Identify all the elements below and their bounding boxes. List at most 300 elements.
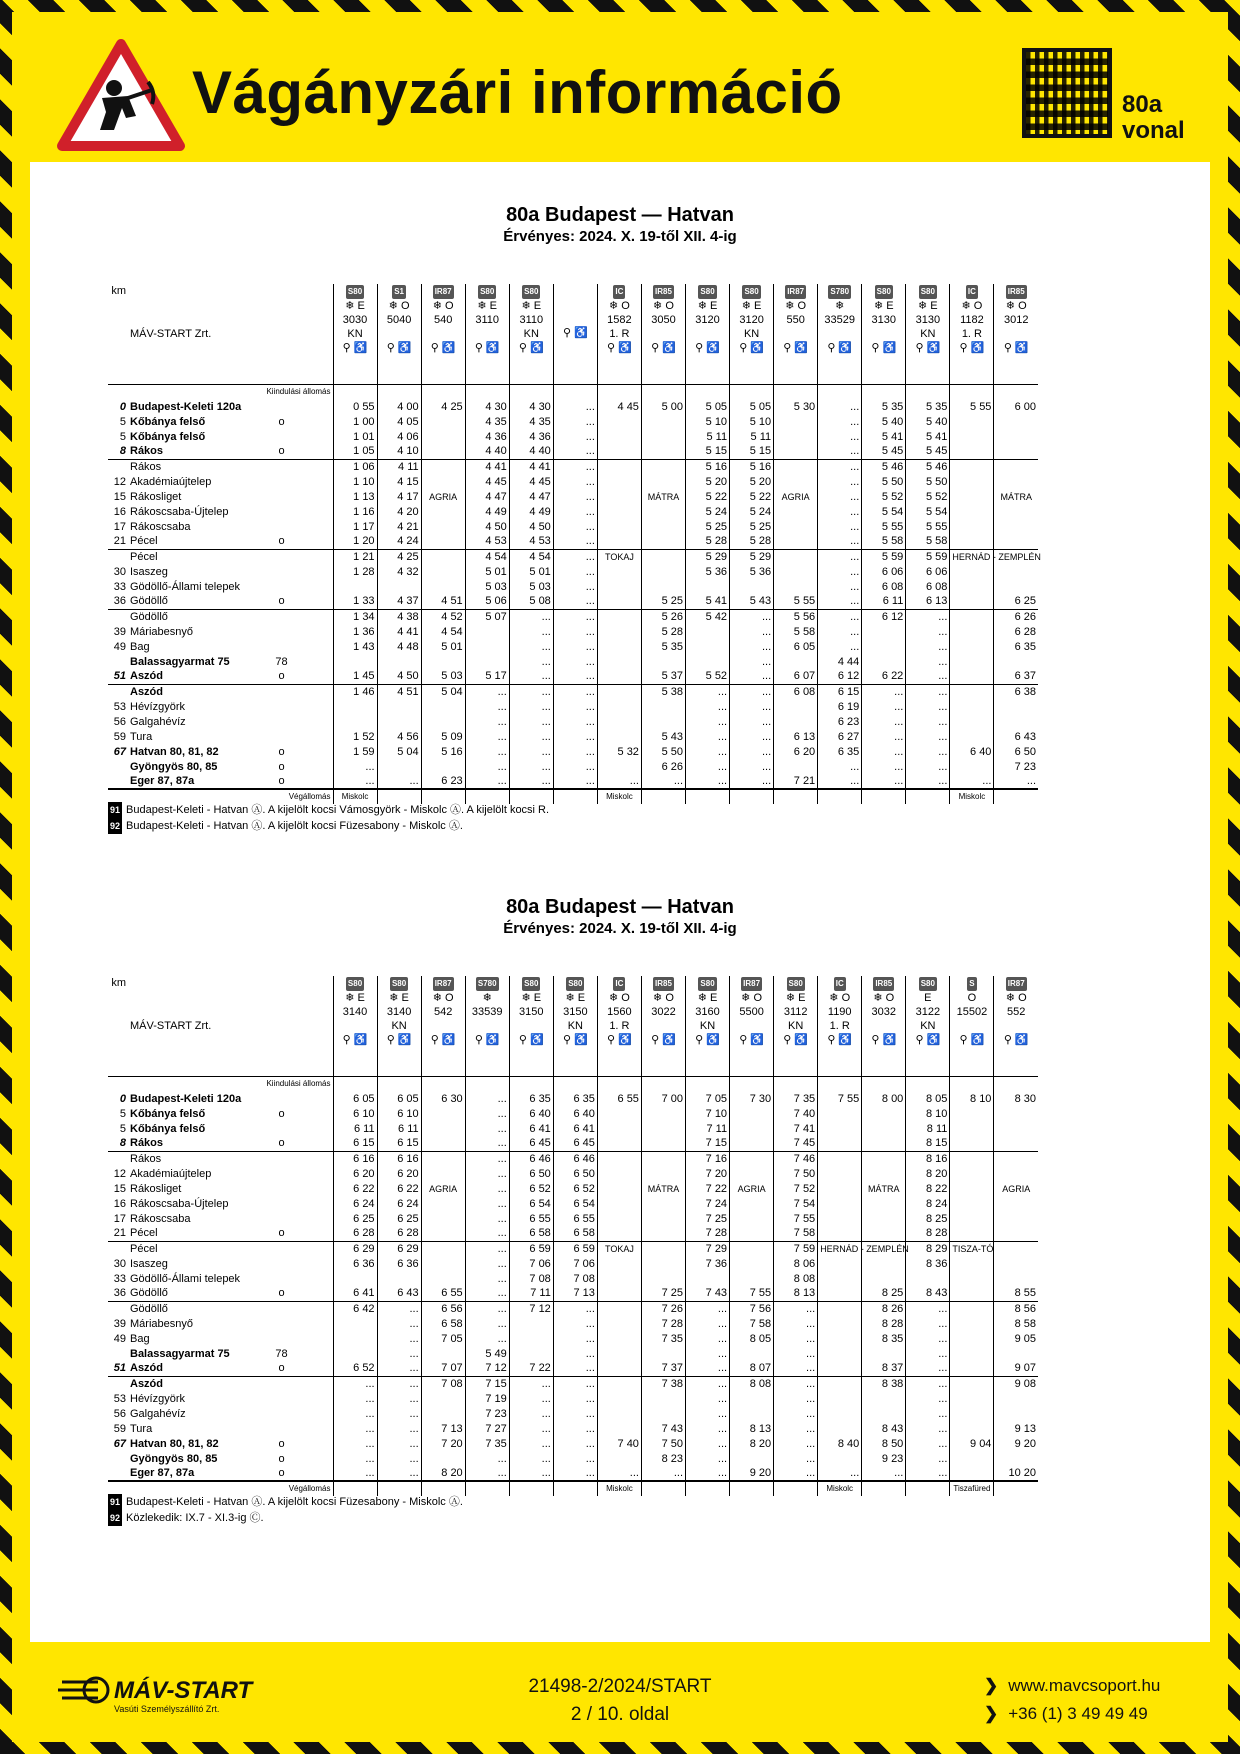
- train-number: 3032: [871, 1006, 897, 1018]
- station-name: Balassagyarmat 75: [130, 655, 230, 668]
- time-cell: [597, 1406, 641, 1421]
- time-cell: 5 35: [641, 639, 685, 654]
- terminus-cell: [553, 1481, 597, 1496]
- bike-wheelchair-icon: ⚲ ♿: [430, 342, 456, 354]
- time-cell: 5 29: [686, 549, 730, 564]
- time-cell: 5 20: [730, 474, 774, 489]
- time-cell: 4 45: [597, 399, 641, 414]
- time-cell: [730, 1106, 774, 1121]
- time-cell: [818, 1271, 862, 1286]
- time-cell: ...: [774, 1451, 818, 1466]
- time-cell: 7 41: [774, 1121, 818, 1136]
- time-cell: 6 55: [509, 1211, 553, 1226]
- time-cell: ...: [509, 669, 553, 684]
- time-cell: 5 16: [686, 459, 730, 474]
- time-cell: 6 56: [421, 1301, 465, 1316]
- time-cell: ...: [509, 699, 553, 714]
- time-cell: [641, 1271, 685, 1286]
- time-cell: 4 44: [818, 654, 862, 669]
- time-cell: ...: [553, 1331, 597, 1346]
- bike-wheelchair-icon: ⚲ ♿: [474, 342, 500, 354]
- bike-wheelchair-icon: ⚲ ♿: [871, 342, 897, 354]
- time-cell: 6 26: [641, 759, 685, 774]
- train-extra: KN: [743, 328, 760, 340]
- time-cell: [377, 579, 421, 594]
- time-cell: [597, 654, 641, 669]
- time-cell: 7 35: [641, 1331, 685, 1346]
- empty-cell: [774, 384, 818, 399]
- train-category-badge: S780: [828, 285, 851, 299]
- time-cell: [421, 1166, 465, 1181]
- time-cell: 6 11: [862, 594, 906, 609]
- service-marks: ❄ O: [873, 992, 895, 1004]
- time-cell: [950, 1121, 994, 1136]
- time-cell: 1 36: [333, 624, 377, 639]
- time-cell: 7 00: [641, 1091, 685, 1106]
- station-marker: 78: [275, 655, 288, 668]
- time-cell: 4 35: [465, 414, 509, 429]
- time-cell: ...: [553, 609, 597, 624]
- time-cell: 1 20: [333, 534, 377, 549]
- timetable-row: [108, 504, 1038, 519]
- train-category-badge: S1: [392, 285, 406, 299]
- time-cell: AGRIA: [994, 1181, 1038, 1196]
- time-cell: 6 07: [774, 669, 818, 684]
- terminus-cell: Tiszafüred: [950, 1481, 994, 1496]
- time-cell: [333, 714, 377, 729]
- time-cell: [730, 1211, 774, 1226]
- time-cell: [994, 1226, 1038, 1241]
- time-cell: ...: [333, 774, 377, 789]
- website-text: www.mavcsoport.hu: [1008, 1676, 1161, 1695]
- train-number: 3130: [915, 314, 941, 326]
- service-marks: ❄ O: [653, 992, 674, 1004]
- station-marker: [231, 459, 334, 474]
- train-column-header: [641, 284, 685, 384]
- time-cell: MÁTRA: [641, 1181, 685, 1196]
- time-cell: 7 20: [421, 1436, 465, 1451]
- time-cell: ...: [906, 1406, 950, 1421]
- time-cell: ...: [906, 699, 950, 714]
- train-column-header: [950, 976, 994, 1076]
- time-cell: 4 47: [509, 489, 553, 504]
- timetable-row: [108, 759, 1038, 774]
- station-marker: [231, 1196, 334, 1211]
- time-cell: ...: [818, 564, 862, 579]
- time-cell: ...: [553, 534, 597, 549]
- time-cell: [641, 1241, 685, 1256]
- time-cell: 5 45: [862, 444, 906, 459]
- time-cell: [994, 1121, 1038, 1136]
- time-cell: 5 10: [686, 414, 730, 429]
- empty-cell: [597, 384, 641, 399]
- time-cell: ...: [862, 684, 906, 699]
- station-name: Pécel: [130, 1227, 158, 1240]
- km-value: 0: [119, 1092, 126, 1105]
- time-cell: 4 50: [377, 669, 421, 684]
- time-cell: 6 50: [553, 1166, 597, 1181]
- train-category-badge: IC: [613, 977, 625, 991]
- timetable-row: [108, 729, 1038, 744]
- time-cell: [774, 699, 818, 714]
- time-cell: [641, 1121, 685, 1136]
- timetable-row: [108, 1151, 1038, 1166]
- footer-brand: MÁV-START: [114, 1677, 253, 1704]
- train-number: 3130: [871, 314, 897, 326]
- bike-wheelchair-icon: ⚲ ♿: [342, 342, 368, 354]
- time-cell: 8 23: [641, 1451, 685, 1466]
- time-cell: 6 45: [553, 1136, 597, 1151]
- time-cell: [862, 1406, 906, 1421]
- time-cell: [950, 1406, 994, 1421]
- service-marks: ❄: [835, 300, 845, 312]
- time-cell: [994, 1241, 1038, 1256]
- timetable-2: [108, 976, 1038, 1496]
- km-value: 16: [113, 1197, 126, 1210]
- empty-cell: [818, 384, 862, 399]
- time-cell: [421, 429, 465, 444]
- time-cell: ...: [465, 1226, 509, 1241]
- time-cell: 4 38: [377, 609, 421, 624]
- time-cell: 5 40: [862, 414, 906, 429]
- km-value: 39: [113, 1317, 126, 1330]
- train-category-badge: IR85: [653, 285, 674, 299]
- timetable-row: [108, 744, 1038, 759]
- km-value: 16: [113, 505, 126, 518]
- empty-cell: [509, 1076, 553, 1091]
- time-cell: [862, 1256, 906, 1271]
- station-name: Gödöllő-Állami telepek: [130, 1272, 241, 1285]
- time-cell: ...: [377, 1466, 421, 1481]
- time-cell: 6 36: [377, 1256, 421, 1271]
- empty-cell: [377, 384, 421, 399]
- bike-wheelchair-icon: ⚲ ♿: [739, 342, 764, 354]
- time-cell: [641, 459, 685, 474]
- station-name: Rákosliget: [130, 490, 182, 503]
- line-number: 80a: [1122, 91, 1163, 118]
- time-cell: 5 09: [421, 729, 465, 744]
- time-cell: 5 05: [686, 399, 730, 414]
- time-cell: 7 45: [774, 1136, 818, 1151]
- bike-wheelchair-icon: ⚲ ♿: [871, 1034, 897, 1046]
- time-cell: 4 50: [509, 519, 553, 534]
- time-cell: [862, 1271, 906, 1286]
- km-header: km: [111, 285, 126, 297]
- time-cell: [421, 1151, 465, 1166]
- time-cell: 7 21: [774, 774, 818, 789]
- time-cell: 5 50: [641, 744, 685, 759]
- time-cell: 5 10: [730, 414, 774, 429]
- time-cell: 6 35: [553, 1091, 597, 1106]
- train-column-header: [509, 284, 553, 384]
- time-cell: ...: [465, 684, 509, 699]
- terminus-cell: [862, 1481, 906, 1496]
- time-cell: 6 11: [377, 1121, 421, 1136]
- km-cell: [108, 384, 128, 399]
- website-link[interactable]: [984, 1676, 1160, 1696]
- time-cell: [730, 1166, 774, 1181]
- time-cell: 6 35: [994, 639, 1038, 654]
- time-cell: [641, 444, 685, 459]
- time-cell: ...: [553, 1436, 597, 1451]
- time-cell: 5 03: [421, 669, 465, 684]
- bike-wheelchair-icon: ⚲ ♿: [562, 1034, 588, 1046]
- time-cell: 1 45: [333, 669, 377, 684]
- empty-cell: [597, 1076, 641, 1091]
- time-cell: [818, 1391, 862, 1406]
- time-cell: ...: [686, 744, 730, 759]
- time-cell: [597, 1226, 641, 1241]
- train-category-badge: S80: [919, 977, 937, 991]
- time-cell: [774, 414, 818, 429]
- train-category-badge: S80: [346, 285, 364, 299]
- time-cell: 7 16: [686, 1151, 730, 1166]
- train-category-badge: S80: [698, 977, 716, 991]
- time-cell: [730, 1136, 774, 1151]
- time-cell: 8 20: [421, 1466, 465, 1481]
- phone-link[interactable]: [984, 1704, 1148, 1724]
- time-cell: ...: [730, 624, 774, 639]
- train-number: 3120: [739, 314, 764, 326]
- time-cell: 4 41: [509, 459, 553, 474]
- train-column-header: [774, 284, 818, 384]
- train-extra: KN: [788, 1020, 804, 1032]
- station-marker: [231, 504, 334, 519]
- km-value: 5: [119, 430, 126, 443]
- time-cell: [421, 414, 465, 429]
- time-cell: [730, 1256, 774, 1271]
- time-cell: [818, 1451, 862, 1466]
- time-cell: ...: [553, 549, 597, 564]
- time-cell: [597, 1451, 641, 1466]
- time-cell: ...: [774, 1436, 818, 1451]
- terminus-cell: Miskolc: [950, 789, 994, 804]
- km-value: 67: [113, 745, 126, 758]
- km-value: [108, 1376, 128, 1391]
- station-name: Gödöllő: [130, 595, 168, 608]
- time-cell: MÁTRA: [994, 489, 1038, 504]
- time-cell: ...: [465, 1121, 509, 1136]
- time-cell: ...: [553, 669, 597, 684]
- station-marker: o: [278, 1287, 285, 1300]
- time-cell: [421, 504, 465, 519]
- service-marks: ❄: [482, 992, 492, 1004]
- time-cell: [597, 1181, 641, 1196]
- terminus-cell: [774, 1481, 818, 1496]
- time-cell: 5 01: [509, 564, 553, 579]
- time-cell: 8 11: [906, 1121, 950, 1136]
- footnote: [108, 1510, 463, 1526]
- train-number: 552: [1007, 1006, 1026, 1018]
- station-marker: o: [278, 1137, 285, 1150]
- time-cell: 6 08: [862, 579, 906, 594]
- time-cell: 5 28: [730, 534, 774, 549]
- footnote-number: 91: [108, 802, 122, 818]
- time-cell: 4 15: [377, 474, 421, 489]
- station-marker: [231, 1391, 334, 1406]
- time-cell: ...: [333, 759, 377, 774]
- time-cell: ...: [906, 1421, 950, 1436]
- station-name: Budapest-Keleti 120a: [130, 1092, 242, 1105]
- timetable-1-title: 80a Budapest — Hatvan: [506, 204, 734, 226]
- timetable-2-title: 80a Budapest — Hatvan: [506, 896, 734, 918]
- time-cell: [421, 759, 465, 774]
- train-category-badge: S80: [875, 285, 893, 299]
- train-extra: KN: [920, 328, 936, 340]
- time-cell: ...: [553, 1466, 597, 1481]
- time-cell: 0 55: [333, 399, 377, 414]
- time-cell: ...: [818, 399, 862, 414]
- station-marker: o: [231, 1466, 334, 1481]
- time-cell: [818, 1376, 862, 1391]
- time-cell: 5 54: [862, 504, 906, 519]
- time-cell: [818, 1181, 862, 1196]
- time-cell: [421, 1406, 465, 1421]
- train-category-badge: IC: [613, 285, 625, 299]
- time-cell: 7 58: [774, 1226, 818, 1241]
- time-cell: ...: [906, 759, 950, 774]
- time-cell: [641, 1196, 685, 1211]
- station-name: Aszód: [130, 1362, 163, 1375]
- km-value: [108, 759, 128, 774]
- time-cell: ...: [597, 774, 641, 789]
- train-extra: KN: [699, 1020, 716, 1032]
- time-cell: 6 30: [421, 1091, 465, 1106]
- time-cell: [994, 414, 1038, 429]
- footnote-text: Budapest-Keleti - Hatvan Ⓐ. A kijelölt kocsi Füzesabony - Miskolc Ⓐ.: [126, 1496, 463, 1508]
- time-cell: 6 08: [774, 684, 818, 699]
- time-cell: 7 55: [774, 1211, 818, 1226]
- train-extra: 1. R: [961, 328, 982, 340]
- time-cell: 4 54: [465, 549, 509, 564]
- empty-cell: [553, 1076, 597, 1091]
- time-cell: ...: [730, 714, 774, 729]
- time-cell: 6 38: [994, 684, 1038, 699]
- time-cell: 5 35: [906, 399, 950, 414]
- time-cell: 5 11: [686, 429, 730, 444]
- time-cell: [597, 624, 641, 639]
- time-cell: 6 58: [509, 1226, 553, 1241]
- time-cell: 7 35: [465, 1436, 509, 1451]
- train-column-header: [686, 976, 730, 1076]
- station-marker: [231, 1121, 334, 1136]
- time-cell: ...: [641, 1466, 685, 1481]
- km-value: 67: [113, 1437, 126, 1450]
- time-cell: [421, 1136, 465, 1151]
- time-cell: [597, 1286, 641, 1301]
- time-cell: [818, 1256, 862, 1271]
- time-cell: ...: [818, 1466, 862, 1481]
- time-cell: 6 15: [333, 1136, 377, 1151]
- time-cell: 7 08: [553, 1271, 597, 1286]
- time-cell: ...: [906, 669, 950, 684]
- time-cell: 6 15: [818, 684, 862, 699]
- time-cell: 8 29: [906, 1241, 950, 1256]
- qr-code[interactable]: [1022, 48, 1112, 138]
- station-name: Rákoscsaba-Újtelep: [130, 505, 229, 518]
- time-cell: [950, 1166, 994, 1181]
- train-column-header: [509, 976, 553, 1076]
- terminus-cell: [641, 789, 685, 804]
- train-number: 1182: [960, 314, 984, 326]
- train-extra: KN: [347, 328, 363, 340]
- time-cell: ...: [862, 729, 906, 744]
- time-cell: 1 01: [333, 429, 377, 444]
- time-cell: 6 41: [333, 1286, 377, 1301]
- time-cell: 6 37: [994, 669, 1038, 684]
- empty-cell: [730, 1076, 774, 1091]
- time-cell: ...: [465, 1211, 509, 1226]
- time-cell: 8 06: [774, 1256, 818, 1271]
- time-cell: 4 54: [509, 549, 553, 564]
- time-cell: [421, 444, 465, 459]
- time-cell: [730, 1406, 774, 1421]
- time-cell: ...: [553, 429, 597, 444]
- footnote: [108, 818, 549, 834]
- train-number: 3112: [783, 1006, 808, 1018]
- time-cell: 6 35: [818, 744, 862, 759]
- time-cell: 4 36: [509, 429, 553, 444]
- time-cell: [994, 564, 1038, 579]
- train-number: 3122: [915, 1006, 941, 1018]
- time-cell: 7 59: [774, 1241, 818, 1256]
- time-cell: 8 22: [906, 1181, 950, 1196]
- time-cell: 8 50: [862, 1436, 906, 1451]
- station-marker: [231, 1376, 334, 1391]
- timetable-1-notes: [108, 802, 549, 834]
- km-value: [108, 1466, 128, 1481]
- train-number: 3022: [651, 1006, 676, 1018]
- time-cell: 1 43: [333, 639, 377, 654]
- bike-wheelchair-icon: ⚲ ♿: [915, 1034, 941, 1046]
- train-category-badge: S80: [522, 977, 540, 991]
- time-cell: [730, 1451, 774, 1466]
- km-value: 33: [113, 1272, 126, 1285]
- empty-cell: [641, 384, 685, 399]
- km-value: 49: [113, 640, 126, 653]
- time-cell: 6 58: [553, 1226, 597, 1241]
- time-cell: [774, 519, 818, 534]
- time-cell: 6 46: [509, 1151, 553, 1166]
- time-cell: 6 41: [509, 1121, 553, 1136]
- time-cell: 7 08: [509, 1271, 553, 1286]
- time-cell: ...: [333, 1406, 377, 1421]
- train-column-header: [553, 976, 597, 1076]
- time-cell: [994, 1151, 1038, 1166]
- time-cell: 5 55: [774, 594, 818, 609]
- time-cell: ...: [906, 1451, 950, 1466]
- train-number: 3150: [519, 1006, 544, 1018]
- timetable-row: [108, 684, 1038, 699]
- time-cell: [862, 1121, 906, 1136]
- service-marks: ❄ E: [565, 992, 586, 1004]
- time-cell: [950, 714, 994, 729]
- time-cell: ...: [377, 1451, 421, 1466]
- time-cell: [862, 624, 906, 639]
- time-cell: [994, 444, 1038, 459]
- time-cell: 7 13: [421, 1421, 465, 1436]
- timetable-row: [108, 699, 1038, 714]
- time-cell: [994, 504, 1038, 519]
- train-category-badge: IR87: [1006, 977, 1027, 991]
- time-cell: 8 56: [994, 1301, 1038, 1316]
- station-name: Bag: [130, 640, 150, 653]
- time-cell: ...: [686, 1421, 730, 1436]
- train-column-header: [465, 284, 509, 384]
- time-cell: 8 24: [906, 1196, 950, 1211]
- time-cell: 5 16: [421, 744, 465, 759]
- time-cell: ...: [333, 1421, 377, 1436]
